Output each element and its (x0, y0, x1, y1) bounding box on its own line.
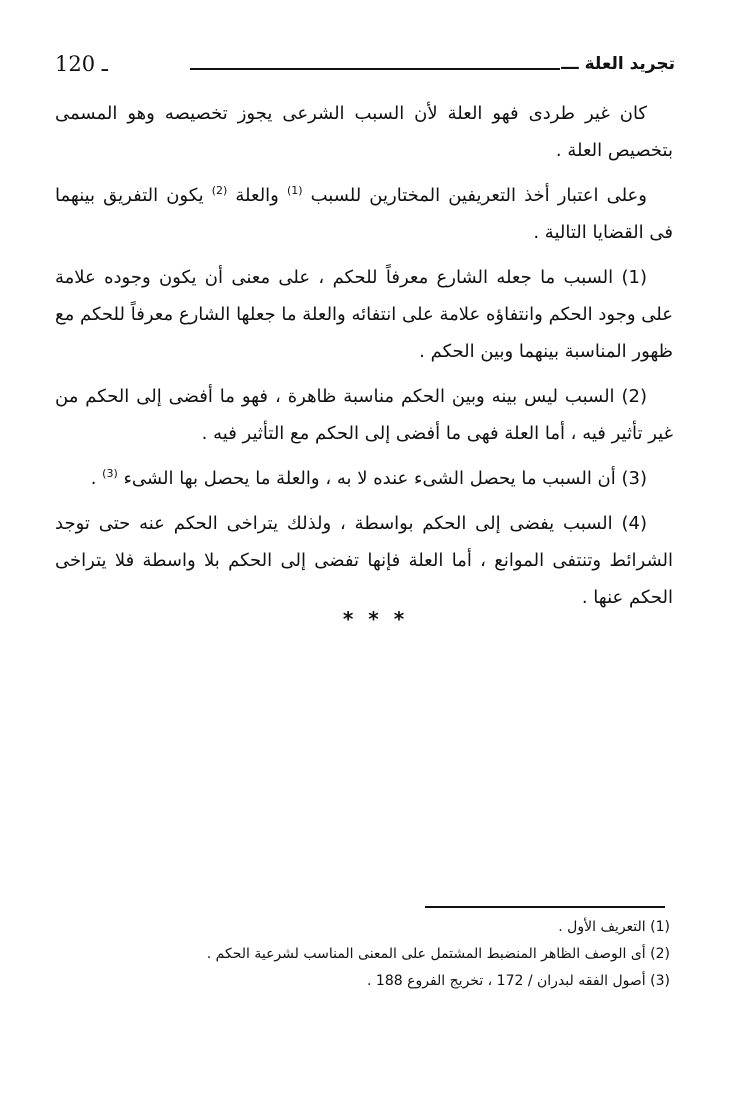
paragraph-intro-part: وعلى اعتبار أخذ التعريفين المختارين للسبب (302, 185, 647, 206)
section-separator: * * * (342, 607, 409, 631)
point-3-text: (3) أن السبب ما يحصل الشىء عنده لا به ، والعلة ما يحصل بها الشىء (117, 468, 647, 489)
paragraph-continuation: كان غير طردى فهو العلة لأن السبب الشرعى يجوز تخصيصه وهو المسمى بتخصيص العلة . (55, 103, 673, 161)
point-4: (4) السبب يفضى إلى الحكم بواسطة ، ولذلك يتراخى الحكم عنه حتى توجد الشرائط وتنتفى الموانع ، أما العلة فإنها تفضى إلى الحكم بلا واسطة فلا يتراخى الحكم عنها . (55, 513, 673, 608)
point-3-end: . (90, 468, 103, 489)
main-text (55, 95, 673, 624)
footnote-ref-3: (3) (102, 467, 118, 480)
page-number: 120 ـ (55, 52, 108, 76)
footnote-1: (1) التعريف الأول . (558, 919, 670, 935)
point-2: (2) السبب ليس بينه وبين الحكم مناسبة ظاهرة ، فهو ما أفضى إلى الحكم من غير تأثير فيه ، أما العلة فهى ما أفضى إلى الحكم مع التأثير فيه . (55, 386, 673, 444)
footnotes (55, 914, 670, 995)
point-3 (55, 460, 673, 497)
footnote-2: (2) أى الوصف الظاهر المنضبط المشتمل على المعنى المناسب لشرعية الحكم . (206, 946, 670, 962)
footnote-3: (3) أصول الفقه لبدران / 172 ، تخريج الفروع 188 . (367, 973, 670, 989)
running-title: تجريد العلة ـــ (561, 54, 675, 74)
footnote-rule (425, 906, 665, 908)
paragraph-intro-part: والعلة (227, 185, 287, 206)
footnote-ref-2: (2) (211, 184, 228, 197)
point-1: (1) السبب ما جعله الشارع معرفاً للحكم ، على معنى أن يكون وجوده علامة على وجود الحكم وانتفاؤه علامة على انتفائه والعلة ما جعلها الشارع معرفاً للحكم مع ظهور المناسبة بينهما وبين الحكم . (55, 267, 673, 362)
footnote-ref-1: (1) (286, 184, 303, 197)
header-rule (190, 68, 560, 70)
paragraph-intro (55, 177, 673, 251)
paragraph-intro-part: يكون التفريق بينهما فى القضايا التالية . (55, 185, 673, 243)
running-head (55, 50, 675, 82)
